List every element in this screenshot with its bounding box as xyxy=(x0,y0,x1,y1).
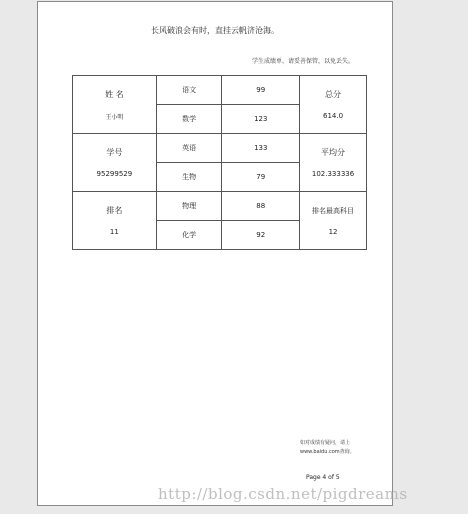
motto-text: 长风破浪会有时，直挂云帆济沧海。 xyxy=(151,26,279,35)
id-value: 95299529 xyxy=(96,170,133,178)
rank-label: 排名 xyxy=(106,206,123,215)
subject-name: 英语 xyxy=(156,134,222,163)
footer-note-line2: www.baidu.com查询。 xyxy=(300,449,355,455)
subject-score: 92 xyxy=(222,221,300,250)
total-cell xyxy=(300,76,367,134)
subject-score: 133 xyxy=(222,134,300,163)
subject-name: 化学 xyxy=(156,221,222,250)
subject-name: 生物 xyxy=(156,163,222,192)
name-value: 王小明 xyxy=(105,113,124,121)
table-row xyxy=(73,192,367,221)
top-rank-value: 12 xyxy=(328,227,338,236)
footer-note xyxy=(300,439,355,457)
table-row xyxy=(73,76,367,105)
average-cell xyxy=(300,134,367,192)
score-table xyxy=(72,75,367,250)
average-label: 平均分 xyxy=(321,148,346,157)
subject-score: 123 xyxy=(222,105,300,134)
rank-cell xyxy=(73,192,157,250)
rank-value: 11 xyxy=(109,228,119,236)
name-cell xyxy=(73,76,157,134)
notice-text: 学生成绩单，请妥善保管，以免丢失。 xyxy=(251,58,354,65)
subject-score: 99 xyxy=(222,76,300,105)
id-label: 学号 xyxy=(106,148,123,157)
watermark-text: http://blog.csdn.net/pigdreams xyxy=(158,485,408,503)
top-rank-label: 排名最高科目 xyxy=(312,206,355,215)
total-value: 614.0 xyxy=(323,112,344,120)
page-number: Page 4 of 5 xyxy=(306,474,340,481)
id-cell xyxy=(73,134,157,192)
subject-name: 语文 xyxy=(156,76,222,105)
footer-note-line1: 如对成绩有疑问，请上 xyxy=(300,440,351,446)
subject-score: 79 xyxy=(222,163,300,192)
document-page xyxy=(37,1,393,506)
name-label: 姓 名 xyxy=(105,89,124,99)
subject-score: 88 xyxy=(222,192,300,221)
subject-name: 物理 xyxy=(156,192,222,221)
subject-name: 数学 xyxy=(156,105,222,134)
average-value: 102.333336 xyxy=(311,170,355,178)
table-row xyxy=(73,134,367,163)
top-rank-cell xyxy=(300,192,367,250)
total-label: 总分 xyxy=(325,90,342,99)
